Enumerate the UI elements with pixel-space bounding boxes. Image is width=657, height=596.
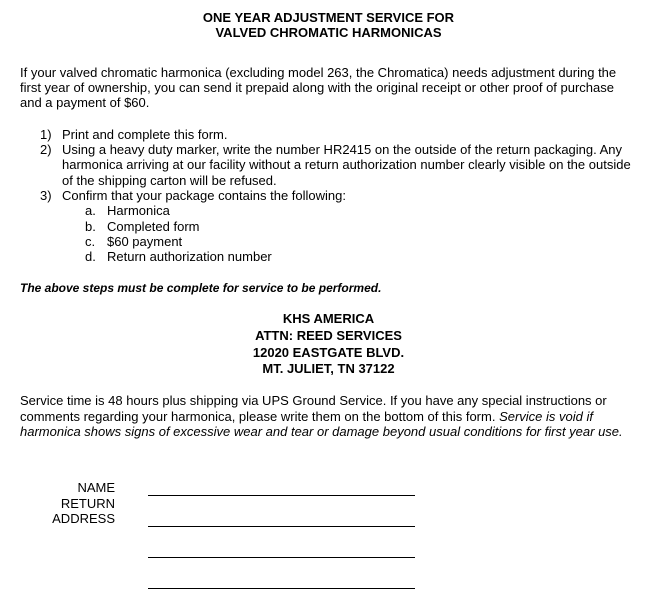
sub-steps-list <box>85 203 643 264</box>
substep-text: Completed form <box>107 218 200 234</box>
blank-label <box>0 588 115 589</box>
list-item <box>85 234 643 249</box>
step-text: Using a heavy duty marker, write the number HR2415 on the outside of the return packaging. Any harmonica arriving at our facility without a return authorization number clearly visible on the outside of the shipping carton will be refused. <box>62 141 631 188</box>
substep-text: Harmonica <box>107 203 170 219</box>
service-notice: The above steps must be complete for service to be performed. <box>20 280 382 295</box>
substep-letter: d. <box>85 249 96 265</box>
list-item <box>40 188 643 203</box>
address-company: KHS AMERICA <box>282 310 375 326</box>
return-address-fill-line <box>148 525 415 527</box>
mailing-address-block <box>0 311 657 379</box>
step-text: Print and complete this form. <box>62 126 228 142</box>
name-fill-line <box>148 494 415 496</box>
address-attn: ATTN: REED SERVICES <box>255 327 402 343</box>
address-fill-line-2 <box>148 556 415 558</box>
intro-paragraph: If your valved chromatic harmonica (excluding model 263, the Chromatica) needs adjustment during the first year of ownership, you can send it prepaid along with the original receipt or other proof of purchase and a payment of $60. <box>20 64 617 111</box>
return-address-row <box>0 496 657 527</box>
step-number: 3) <box>40 187 52 203</box>
title-line-2: VALVED CHROMATIC HARMONICAS <box>215 25 442 41</box>
address-street: 12020 EASTGATE BLVD. <box>252 344 405 360</box>
step-number: 2) <box>40 141 52 157</box>
blank-row <box>0 527 657 558</box>
list-item <box>40 127 643 142</box>
step-number: 1) <box>40 126 52 142</box>
document-title <box>0 0 657 41</box>
name-row <box>0 465 657 496</box>
substep-letter: b. <box>85 218 96 234</box>
title-line-1: ONE YEAR ADJUSTMENT SERVICE FOR <box>202 10 455 25</box>
fill-in-form <box>0 465 657 596</box>
blank-row <box>0 589 657 596</box>
list-item <box>85 203 643 218</box>
blank-row <box>0 558 657 589</box>
service-info-paragraph <box>20 393 639 439</box>
steps-list <box>40 127 643 265</box>
name-label: NAME <box>77 479 115 495</box>
list-item <box>40 142 643 188</box>
step-text: Confirm that your package contains the following: <box>62 187 346 203</box>
substep-text: $60 payment <box>107 233 183 249</box>
service-void-clause: Service is void if harmonica shows signs of excessive wear and tear or damage beyond usual conditions for first year use. <box>20 408 623 439</box>
service-info-text: Service time is 48 hours plus shipping via UPS Ground Service. If you have any special instructions or comments regarding your harmonica, please write them on the bottom of this form. <box>20 393 607 424</box>
return-address-label: RETURN ADDRESS <box>52 495 115 526</box>
substep-letter: c. <box>85 233 96 249</box>
list-item <box>85 249 643 264</box>
address-city-state-zip: MT. JULIET, TN 37122 <box>262 361 395 377</box>
substep-letter: a. <box>85 203 96 219</box>
blank-label <box>0 557 115 558</box>
list-item <box>85 219 643 234</box>
substep-text: Return authorization number <box>107 249 272 265</box>
address-fill-line-3 <box>148 587 415 589</box>
